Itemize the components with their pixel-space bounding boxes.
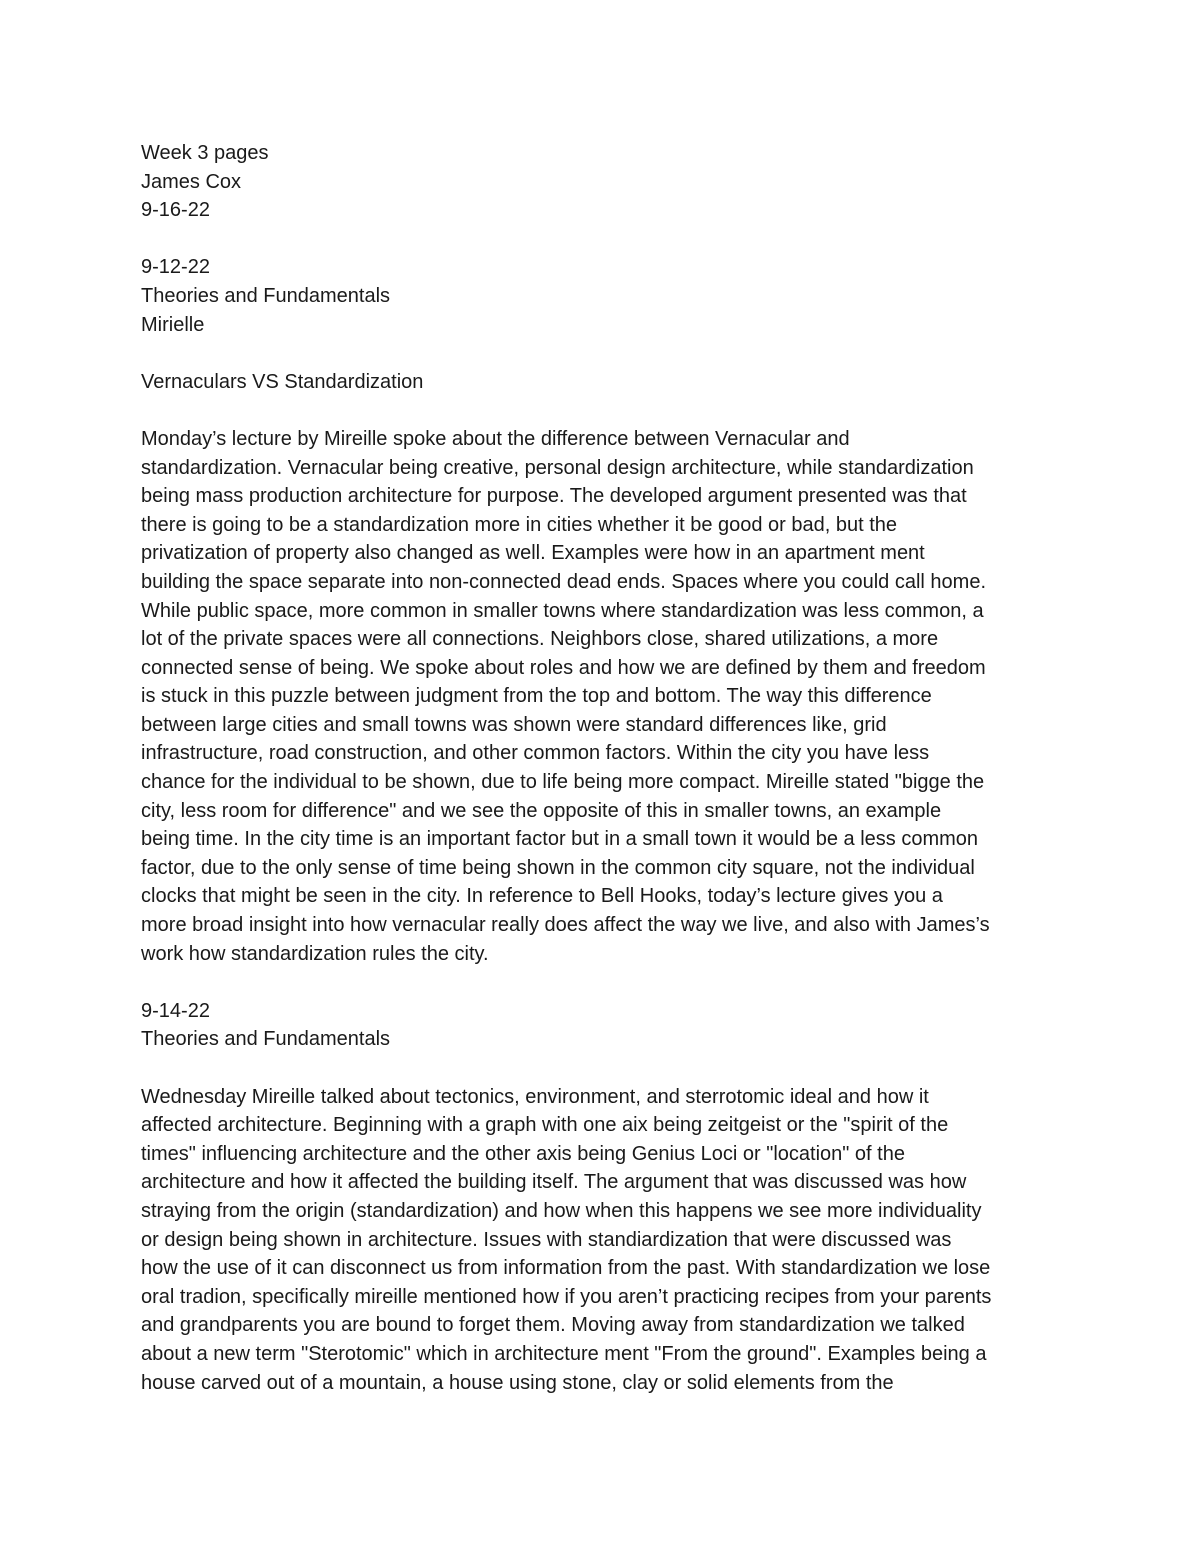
paragraph-line: work how standardization rules the city.: [141, 942, 489, 965]
entry2-course: Theories and Fundamentals: [141, 1028, 391, 1051]
paragraph-line: house carved out of a mountain, a house using stone, clay or solid elements from the: [141, 1371, 894, 1394]
paragraph-line: is stuck in this puzzle between judgment from the top and bottom. The way this difference: [141, 685, 932, 708]
paragraph-line: lot of the private spaces were all connections. Neighbors close, shared utilizations, a more: [141, 628, 939, 651]
paragraph-line: standardization. Vernacular being creative, personal design architecture, while standardization: [141, 456, 974, 479]
paragraph-line: architecture and how it affected the building itself. The argument that was discussed was how: [141, 1171, 967, 1194]
paragraph-line: Wednesday Mireille talked about tectonics, environment, and sterrotomic ideal and how it: [141, 1085, 929, 1108]
paragraph-line: building the space separate into non-connected dead ends. Spaces where you could call home.: [141, 570, 987, 593]
entry1-date: 9-12-22: [141, 256, 210, 279]
paragraph-line: clocks that might be seen in the city. In reference to Bell Hooks, today’s lecture gives you a: [141, 885, 943, 908]
paragraph-line: factor, due to the only sense of time being shown in the common city square, not the individual: [141, 856, 975, 879]
paragraph-line: about a new term "Sterotomic" which in architecture ment "From the ground". Examples being a: [141, 1342, 987, 1365]
paragraph-line: being mass production architecture for purpose. The developed argument presented was that: [141, 485, 967, 508]
spacer: [141, 1054, 1066, 1083]
spacer: [141, 339, 1066, 368]
document-title: Week 3 pages: [141, 142, 269, 164]
paragraph-line: While public space, more common in smaller towns where standardization was less common, a: [141, 599, 984, 622]
paragraph-line: affected architecture. Beginning with a graph with one aix being zeitgeist or the "spirit of the: [141, 1114, 949, 1137]
document-date: 9-16-22: [141, 199, 210, 222]
entry1-paragraph: [141, 425, 1066, 968]
paragraph-line: connected sense of being. We spoke about roles and how we are defined by them and freedom: [141, 656, 986, 679]
spacer: [141, 968, 1066, 997]
document-page: [141, 139, 1066, 1397]
paragraph-line: or design being shown in architecture. Issues with standiardization that were discussed was: [141, 1228, 952, 1251]
paragraph-line: chance for the individual to be shown, due to life being more compact. Mireille stated "bigge the: [141, 771, 985, 794]
paragraph-line: infrastructure, road construction, and other common factors. Within the city you have less: [141, 742, 930, 765]
spacer: [141, 225, 1066, 254]
entry1-topic: Vernaculars VS Standardization: [141, 370, 424, 393]
paragraph-line: there is going to be a standardization more in cities whether it be good or bad, but the: [141, 513, 898, 536]
paragraph-line: being time. In the city time is an important factor but in a small town it would be a less common: [141, 828, 979, 851]
paragraph-line: Monday’s lecture by Mireille spoke about the difference between Vernacular and: [141, 427, 850, 450]
entry1-lecturer: Mirielle: [141, 313, 205, 336]
paragraph-line: how the use of it can disconnect us from information from the past. With standardization we lose: [141, 1257, 991, 1280]
paragraph-line: and grandparents you are bound to forget them. Moving away from standardization we talked: [141, 1314, 965, 1337]
paragraph-line: privatization of property also changed as well. Examples were how in an apartment ment: [141, 542, 925, 565]
entry2-paragraph: [141, 1083, 1066, 1398]
paragraph-line: city, less room for difference" and we see the opposite of this in smaller towns, an example: [141, 799, 942, 822]
paragraph-line: more broad insight into how vernacular really does affect the way we live, and also with James’s: [141, 914, 990, 937]
paragraph-line: between large cities and small towns was shown were standard differences like, grid: [141, 713, 887, 736]
paragraph-line: straying from the origin (standardization) and how when this happens we see more individuality: [141, 1199, 982, 1222]
spacer: [141, 396, 1066, 425]
paragraph-line: times" influencing architecture and the other axis being Genius Loci or "location" of the: [141, 1142, 905, 1165]
entry2-date: 9-14-22: [141, 999, 210, 1022]
entry1-course: Theories and Fundamentals: [141, 284, 391, 307]
author-name: James Cox: [141, 170, 242, 193]
paragraph-line: oral tradion, specifically mireille mentioned how if you aren’t practicing recipes from your parents: [141, 1285, 992, 1308]
